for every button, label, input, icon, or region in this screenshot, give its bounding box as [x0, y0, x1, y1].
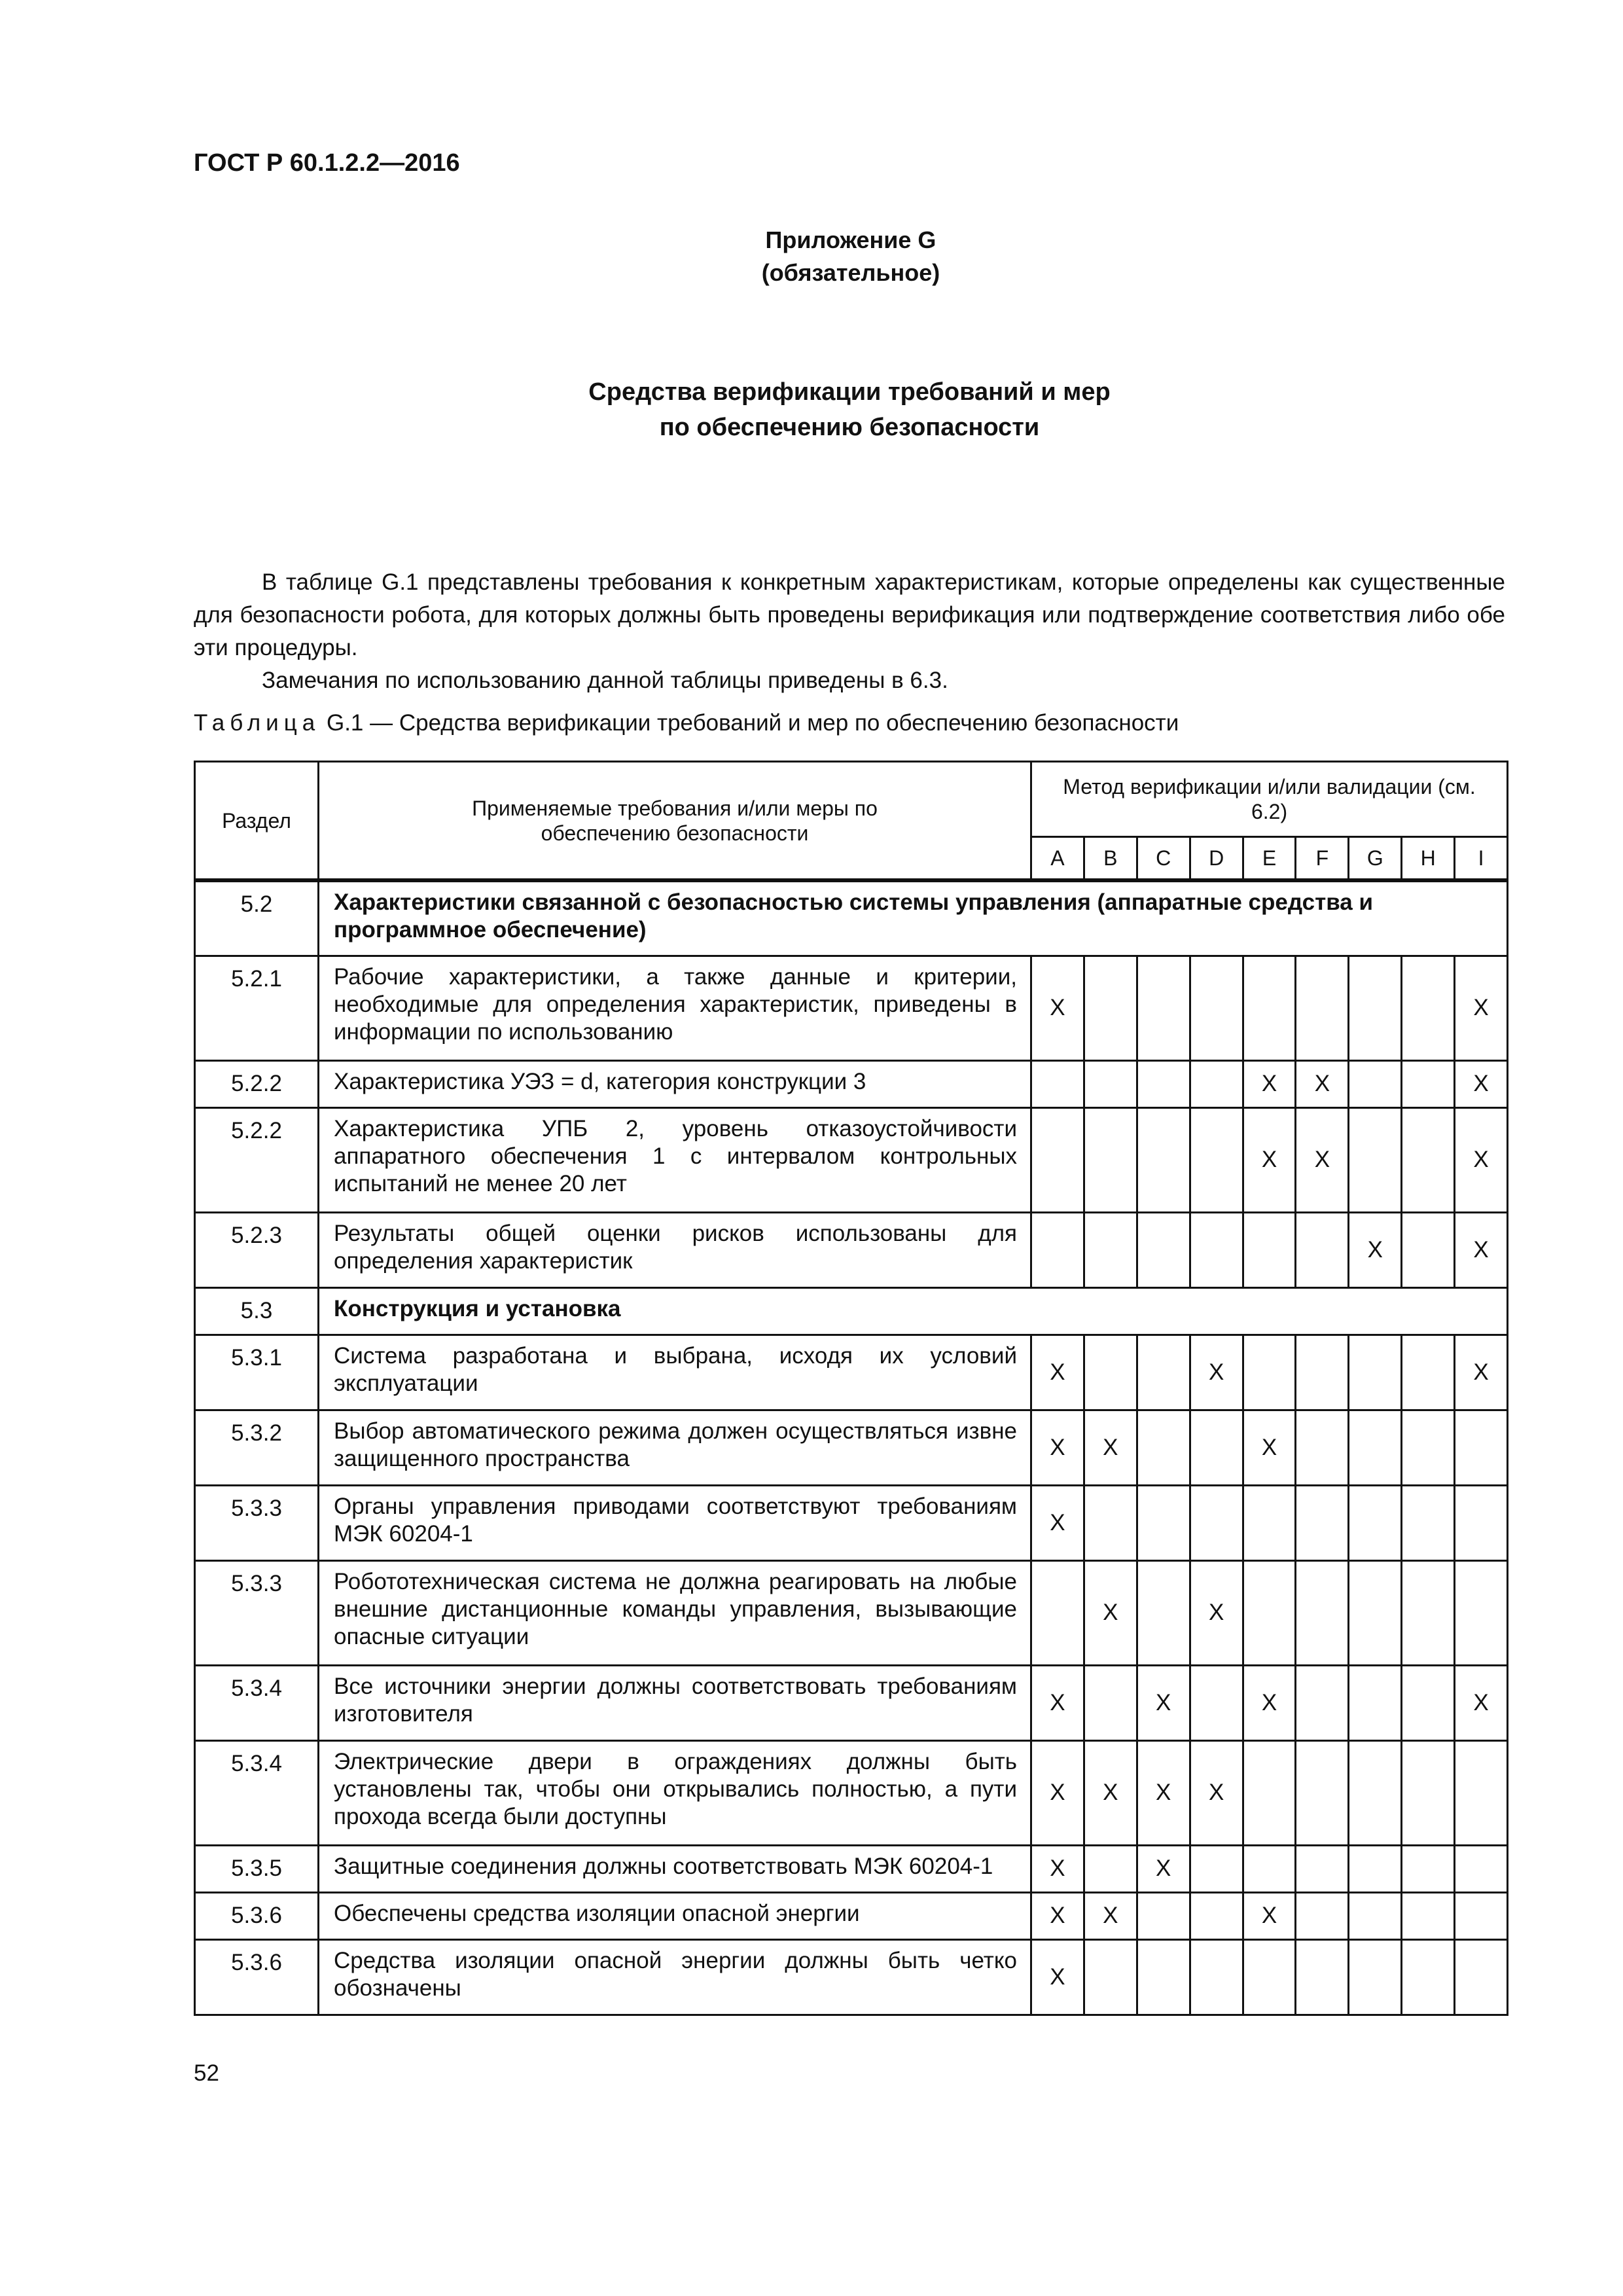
table-row: [195, 956, 1508, 1060]
mark-cell-i: [1455, 1845, 1508, 1892]
mark-cell-h: [1402, 1212, 1455, 1287]
mark-cell-g: X: [1349, 1212, 1402, 1287]
row-section-number: 5.3.3: [195, 1485, 319, 1560]
row-section-number: 5.3.1: [195, 1335, 319, 1410]
mark-cell-d: [1190, 1212, 1243, 1287]
mark-cell-d: X: [1190, 1740, 1243, 1845]
mark-cell-c: [1137, 956, 1190, 1060]
mark-cell-c: [1137, 1060, 1190, 1107]
row-requirement: Робототехническая система не должна реагировать на любые внешние дистанционные команды управления, вызывающие опасные ситуации: [319, 1560, 1031, 1665]
mark-cell-d: [1190, 956, 1243, 1060]
row-section-number: 5.3.6: [195, 1892, 319, 1939]
mark-cell-c: [1137, 1892, 1190, 1939]
intro-text: [194, 566, 1505, 697]
header-method-f: F: [1296, 837, 1349, 881]
mark-cell-a: X: [1031, 1845, 1084, 1892]
mark-cell-d: X: [1190, 1335, 1243, 1410]
mark-cell-a: [1031, 1560, 1084, 1665]
mark-cell-f: [1296, 1740, 1349, 1845]
mark-cell-g: [1349, 1845, 1402, 1892]
mark-cell-d: [1190, 1060, 1243, 1107]
mark-cell-h: [1402, 1335, 1455, 1410]
mark-cell-c: [1137, 1107, 1190, 1212]
row-requirement: Все источники энергии должны соответствовать требованиям изготовителя: [319, 1665, 1031, 1740]
title-line-2: по обеспечению безопасности: [659, 414, 1040, 441]
mark-cell-f: [1296, 1485, 1349, 1560]
header-requirements: Применяемые требования и/или меры по обеспечению безопасности: [319, 762, 1031, 881]
section-row: [195, 1287, 1508, 1335]
row-section-number: 5.2.3: [195, 1212, 319, 1287]
mark-cell-b: [1084, 1665, 1137, 1740]
page-number: 52: [194, 2060, 219, 2086]
header-method-e: E: [1243, 837, 1296, 881]
title-line-1: Средства верификации требований и мер: [588, 378, 1111, 406]
header-method: Метод верификации и/или валидации (см. 6.2): [1031, 762, 1508, 837]
row-requirement: Электрические двери в ограждениях должны быть установлены так, чтобы они открывались полностью, а пути прохода всегда были доступны: [319, 1740, 1031, 1845]
mark-cell-e: [1243, 1335, 1296, 1410]
mark-cell-c: X: [1137, 1740, 1190, 1845]
row-section-number: 5.3: [195, 1287, 319, 1335]
mark-cell-g: [1349, 1060, 1402, 1107]
section-row: [195, 880, 1508, 956]
table-row: [195, 1107, 1508, 1212]
row-section-number: 5.3.4: [195, 1740, 319, 1845]
mark-cell-g: [1349, 1410, 1402, 1485]
mark-cell-h: [1402, 1560, 1455, 1665]
appendix-label: Приложение G: [765, 226, 936, 253]
mark-cell-g: [1349, 1560, 1402, 1665]
mark-cell-c: [1137, 1212, 1190, 1287]
section-title: Конструкция и установка: [319, 1287, 1508, 1335]
mark-cell-c: [1137, 1939, 1190, 2015]
mark-cell-f: [1296, 1845, 1349, 1892]
header-method-d: D: [1190, 837, 1243, 881]
mark-cell-g: [1349, 1939, 1402, 2015]
mark-cell-f: [1296, 1410, 1349, 1485]
row-requirement: Защитные соединения должны соответствовать МЭК 60204-1: [319, 1845, 1031, 1892]
mark-cell-b: X: [1084, 1410, 1137, 1485]
table-caption-label: Таблица: [194, 710, 321, 736]
mark-cell-i: X: [1455, 1060, 1508, 1107]
header-method-a: A: [1031, 837, 1084, 881]
mark-cell-a: X: [1031, 1740, 1084, 1845]
row-section-number: 5.3.4: [195, 1665, 319, 1740]
verification-table: [194, 761, 1508, 2016]
mark-cell-a: X: [1031, 1939, 1084, 2015]
row-section-number: 5.3.6: [195, 1939, 319, 2015]
mark-cell-c: [1137, 1560, 1190, 1665]
mark-cell-h: [1402, 1410, 1455, 1485]
mark-cell-h: [1402, 956, 1455, 1060]
row-section-number: 5.2.2: [195, 1107, 319, 1212]
mark-cell-h: [1402, 1107, 1455, 1212]
mark-cell-b: [1084, 1335, 1137, 1410]
mark-cell-a: [1031, 1060, 1084, 1107]
mark-cell-d: [1190, 1939, 1243, 2015]
intro-paragraph-2: Замечания по использованию данной таблицы приведены в 6.3.: [262, 668, 948, 693]
mark-cell-a: X: [1031, 956, 1084, 1060]
row-requirement: Рабочие характеристики, а также данные и критерии, необходимые для определения характеристик, приведены в информации по использованию: [319, 956, 1031, 1060]
table-row: [195, 1939, 1508, 2015]
mark-cell-f: X: [1296, 1107, 1349, 1212]
header-method-c: C: [1137, 837, 1190, 881]
header-method-i: I: [1455, 837, 1508, 881]
row-requirement: Выбор автоматического режима должен осуществляться извне защищенного пространства: [319, 1410, 1031, 1485]
mark-cell-a: X: [1031, 1335, 1084, 1410]
mark-cell-f: X: [1296, 1060, 1349, 1107]
mark-cell-d: [1190, 1892, 1243, 1939]
mark-cell-h: [1402, 1740, 1455, 1845]
mark-cell-c: [1137, 1335, 1190, 1410]
mark-cell-a: X: [1031, 1485, 1084, 1560]
mark-cell-e: X: [1243, 1665, 1296, 1740]
mark-cell-h: [1402, 1665, 1455, 1740]
appendix-status: (обязательное): [761, 259, 940, 286]
table-row: [195, 1335, 1508, 1410]
header-method-b: B: [1084, 837, 1137, 881]
mark-cell-e: [1243, 956, 1296, 1060]
mark-cell-d: X: [1190, 1560, 1243, 1665]
mark-cell-b: X: [1084, 1740, 1137, 1845]
row-requirement: Обеспечены средства изоляции опасной энергии: [319, 1892, 1031, 1939]
mark-cell-c: X: [1137, 1845, 1190, 1892]
mark-cell-i: X: [1455, 1107, 1508, 1212]
table-caption: [194, 710, 1179, 736]
mark-cell-e: X: [1243, 1892, 1296, 1939]
mark-cell-i: X: [1455, 1212, 1508, 1287]
mark-cell-b: [1084, 956, 1137, 1060]
mark-cell-f: [1296, 1560, 1349, 1665]
table-body: [195, 880, 1508, 2015]
row-section-number: 5.3.3: [195, 1560, 319, 1665]
mark-cell-e: [1243, 1939, 1296, 2015]
mark-cell-a: X: [1031, 1410, 1084, 1485]
mark-cell-i: [1455, 1410, 1508, 1485]
mark-cell-e: [1243, 1560, 1296, 1665]
table-row: [195, 1410, 1508, 1485]
mark-cell-b: X: [1084, 1560, 1137, 1665]
table-row: [195, 1560, 1508, 1665]
row-section-number: 5.2: [195, 880, 319, 956]
mark-cell-c: X: [1137, 1665, 1190, 1740]
row-requirement: Органы управления приводами соответствуют требованиям МЭК 60204-1: [319, 1485, 1031, 1560]
mark-cell-e: X: [1243, 1410, 1296, 1485]
mark-cell-b: [1084, 1107, 1137, 1212]
mark-cell-i: [1455, 1485, 1508, 1560]
mark-cell-a: X: [1031, 1892, 1084, 1939]
mark-cell-e: X: [1243, 1060, 1296, 1107]
mark-cell-f: [1296, 1939, 1349, 2015]
mark-cell-e: X: [1243, 1107, 1296, 1212]
table-row: [195, 1892, 1508, 1939]
row-requirement: Характеристика УЭЗ = d, категория конструкции 3: [319, 1060, 1031, 1107]
row-requirement: Результаты общей оценки рисков использованы для определения характеристик: [319, 1212, 1031, 1287]
mark-cell-g: [1349, 1107, 1402, 1212]
mark-cell-i: [1455, 1892, 1508, 1939]
mark-cell-i: [1455, 1939, 1508, 2015]
row-section-number: 5.2.2: [195, 1060, 319, 1107]
appendix-heading: [0, 224, 1623, 289]
mark-cell-d: [1190, 1485, 1243, 1560]
mark-cell-h: [1402, 1060, 1455, 1107]
table-row: [195, 1212, 1508, 1287]
mark-cell-a: X: [1031, 1665, 1084, 1740]
mark-cell-f: [1296, 1665, 1349, 1740]
mark-cell-b: [1084, 1845, 1137, 1892]
mark-cell-d: [1190, 1665, 1243, 1740]
mark-cell-b: [1084, 1212, 1137, 1287]
intro-paragraph-1: В таблице G.1 представлены требования к конкретным характеристикам, которые определены как существенные для безопасности робота, для которых должны быть проведены верификация или подтверждение соответствия либо обе эти процедуры.: [194, 569, 1505, 660]
table-row: [195, 1845, 1508, 1892]
table-row: [195, 1740, 1508, 1845]
row-requirement: Средства изоляции опасной энергии должны быть четко обозначены: [319, 1939, 1031, 2015]
mark-cell-h: [1402, 1892, 1455, 1939]
mark-cell-g: [1349, 1665, 1402, 1740]
mark-cell-b: X: [1084, 1892, 1137, 1939]
mark-cell-g: [1349, 1485, 1402, 1560]
mark-cell-g: [1349, 1335, 1402, 1410]
mark-cell-e: [1243, 1740, 1296, 1845]
mark-cell-f: [1296, 1892, 1349, 1939]
mark-cell-g: [1349, 1892, 1402, 1939]
mark-cell-d: [1190, 1845, 1243, 1892]
mark-cell-g: [1349, 1740, 1402, 1845]
mark-cell-c: [1137, 1485, 1190, 1560]
mark-cell-g: [1349, 956, 1402, 1060]
mark-cell-a: [1031, 1212, 1084, 1287]
mark-cell-h: [1402, 1845, 1455, 1892]
mark-cell-e: [1243, 1212, 1296, 1287]
mark-cell-d: [1190, 1410, 1243, 1485]
header-section: Раздел: [195, 762, 319, 881]
mark-cell-b: [1084, 1485, 1137, 1560]
header-method-g: G: [1349, 837, 1402, 881]
table-caption-text: G.1 — Средства верификации требований и мер по обеспечению безопасности: [326, 710, 1179, 736]
mark-cell-e: [1243, 1845, 1296, 1892]
section-title: Характеристики связанной с безопасностью системы управления (аппаратные средства и программное обеспечение): [319, 880, 1508, 956]
row-section-number: 5.2.1: [195, 956, 319, 1060]
mark-cell-i: X: [1455, 956, 1508, 1060]
table-row: [195, 1485, 1508, 1560]
row-requirement: Характеристика УПБ 2, уровень отказоустойчивости аппаратного обеспечения 1 с интервалом контрольных испытаний не менее 20 лет: [319, 1107, 1031, 1212]
row-requirement: Система разработана и выбрана, исходя их условий эксплуатации: [319, 1335, 1031, 1410]
mark-cell-d: [1190, 1107, 1243, 1212]
table-row: [195, 1060, 1508, 1107]
mark-cell-f: [1296, 1335, 1349, 1410]
mark-cell-b: [1084, 1060, 1137, 1107]
mark-cell-c: [1137, 1410, 1190, 1485]
mark-cell-f: [1296, 956, 1349, 1060]
page-title: [194, 374, 1505, 445]
mark-cell-h: [1402, 1485, 1455, 1560]
mark-cell-b: [1084, 1939, 1137, 2015]
mark-cell-e: [1243, 1485, 1296, 1560]
mark-cell-h: [1402, 1939, 1455, 2015]
mark-cell-i: [1455, 1560, 1508, 1665]
document-code: ГОСТ Р 60.1.2.2—2016: [194, 149, 460, 177]
header-method-h: H: [1402, 837, 1455, 881]
mark-cell-i: X: [1455, 1335, 1508, 1410]
mark-cell-i: X: [1455, 1665, 1508, 1740]
mark-cell-a: [1031, 1107, 1084, 1212]
mark-cell-i: [1455, 1740, 1508, 1845]
row-section-number: 5.3.2: [195, 1410, 319, 1485]
mark-cell-f: [1296, 1212, 1349, 1287]
table-row: [195, 1665, 1508, 1740]
row-section-number: 5.3.5: [195, 1845, 319, 1892]
